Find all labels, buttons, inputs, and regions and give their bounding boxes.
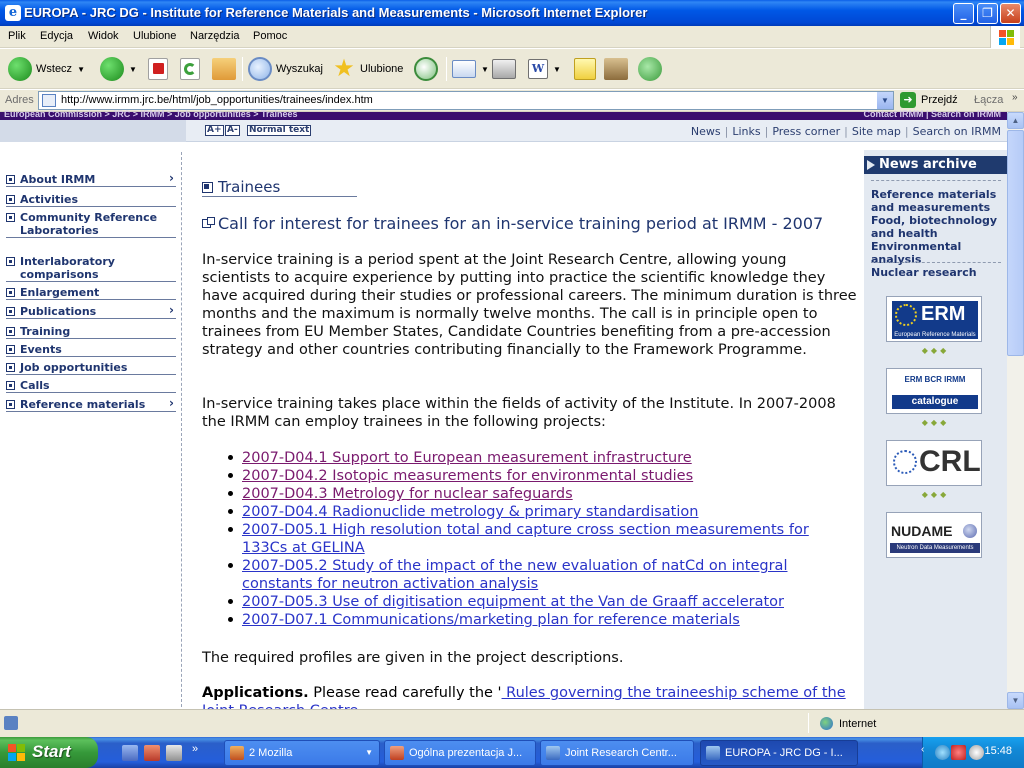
project-link-d05-3[interactable]: 2007-D05.3 Use of digitisation equipment at the Van de Graaff accelerator	[242, 594, 784, 610]
applications-label: Applications.	[202, 685, 309, 701]
nav-interlab[interactable]: Interlaboratory comparisons	[6, 255, 176, 282]
divider	[871, 180, 1001, 181]
applications-paragraph: Applications. Please read carefully the ' Rules governing the traineeship scheme of the	[202, 684, 857, 720]
stop-icon	[148, 58, 168, 80]
divider-diamonds: ◆◆◆	[921, 346, 950, 355]
page-status-icon	[4, 716, 18, 730]
news-link-environment[interactable]: Environmental analysis	[871, 240, 962, 266]
favorites-button[interactable]	[332, 55, 403, 83]
toolbar	[0, 49, 1024, 89]
chevron-right-icon: ›	[169, 303, 174, 317]
status-separator	[808, 713, 809, 733]
list-item	[242, 467, 857, 485]
chevron-icon[interactable]: »	[1012, 92, 1018, 103]
taskbar	[0, 737, 1024, 768]
nav-publications[interactable]: Publications ›	[6, 305, 176, 319]
title-bar	[0, 0, 1024, 26]
address-url[interactable]: http://www.irmm.jrc.be/html/job_opportunities/trainees/index.htm	[61, 94, 373, 106]
back-button[interactable]	[8, 55, 85, 83]
news-archive-title: News archive	[864, 156, 1007, 174]
clock: 15:48	[984, 745, 1012, 757]
nav-divider	[181, 152, 182, 712]
address-label: Adres	[5, 94, 34, 106]
mail-button[interactable]	[452, 55, 489, 83]
menu-tools[interactable]: Narzędzia	[190, 30, 240, 42]
history-button[interactable]	[414, 55, 438, 83]
scroll-down-icon[interactable]: ▼	[1007, 692, 1024, 709]
forward-button[interactable]	[100, 55, 137, 83]
list-item	[242, 503, 857, 521]
close-button[interactable]: ✕	[1000, 3, 1021, 24]
fields-paragraph: In-service training takes place within the fields of activity of the Institute. In 2007-2008 the IRMM can employ trainees in the following projects:	[202, 396, 836, 430]
task-mozilla[interactable]: 2 Mozilla ▼	[224, 740, 380, 766]
note-icon	[574, 58, 596, 80]
list-item	[242, 485, 857, 503]
forward-dropdown-icon[interactable]: ▼	[129, 64, 137, 74]
window-title: EUROPA - JRC DG - Institute for Reference Materials and Measurements - Microsoft Internet Explorer	[24, 5, 648, 20]
page-icon	[42, 94, 56, 107]
crl-logo[interactable]: CRL	[886, 440, 982, 486]
windows-flag-icon	[990, 26, 1020, 48]
word-icon: W	[528, 59, 548, 79]
page-viewport	[0, 109, 1007, 709]
news-link-food[interactable]: Food, biotechnology and health	[871, 214, 998, 240]
task-europa[interactable]: EUROPA - JRC DG - I...	[700, 740, 858, 766]
profiles-paragraph: The required profiles are given in the project descriptions.	[202, 650, 624, 666]
security-zone	[814, 717, 876, 730]
nav-training[interactable]: Training	[6, 325, 176, 339]
forward-arrow-icon	[100, 57, 124, 81]
back-label: Wstecz	[36, 63, 73, 75]
print-button[interactable]	[492, 55, 516, 83]
search-label: Wyszukaj	[276, 63, 323, 75]
project-link-d05-2[interactable]: 2007-D05.2 Study of the impact of the new evaluation of natCd on integral constants for neutron activation analysis	[242, 558, 788, 592]
nav-events[interactable]: Events	[6, 343, 176, 357]
vertical-scrollbar[interactable]	[1007, 112, 1024, 709]
status-bar	[0, 709, 1024, 737]
site-subbar	[0, 120, 1007, 142]
network-icon[interactable]	[935, 745, 950, 760]
quicklaunch-chevron-icon[interactable]: »	[192, 743, 199, 755]
show-desktop-icon[interactable]	[122, 745, 138, 761]
powerpoint-icon	[390, 746, 404, 760]
nav-activities[interactable]: Activities	[6, 193, 176, 207]
topnav-press[interactable]: Press corner	[772, 125, 841, 138]
project-link-d07-1[interactable]: 2007-D07.1 Communications/marketing plan for reference materials	[242, 612, 740, 628]
subbar-left-block	[0, 120, 186, 142]
ie-icon: e	[5, 5, 21, 21]
edit-dropdown-icon[interactable]: ▼	[553, 64, 561, 74]
go-label: Przejdź	[921, 94, 958, 106]
topnav-links[interactable]: Links	[732, 125, 761, 138]
divider	[871, 262, 1001, 263]
site-breadcrumb: European Commission > JRC > IRMM > Job opportunities > Trainees	[4, 109, 298, 119]
quicklaunch-app-icon[interactable]	[166, 745, 182, 761]
project-link-d04-2[interactable]: 2007-D04.2 Isotopic measurements for environmental studies	[242, 468, 694, 484]
heading-box-icon	[202, 219, 211, 228]
system-tray	[922, 737, 1024, 768]
discuss-button[interactable]	[574, 55, 596, 83]
menu-favorites[interactable]: Ulubione	[133, 30, 177, 42]
toolbar-separator	[242, 57, 243, 81]
nav-enlargement[interactable]: Enlargement	[6, 286, 176, 300]
task-presentation[interactable]: Ogólna prezentacja J...	[384, 740, 536, 766]
nav-crl[interactable]: Community Reference Laboratories	[6, 211, 176, 238]
font-bigger-button[interactable]: A+	[207, 125, 222, 135]
address-dropdown-icon[interactable]: ▼	[877, 92, 893, 109]
news-links	[871, 188, 1005, 279]
news-link-nuclear[interactable]: Nuclear research	[871, 266, 977, 279]
go-button[interactable]	[900, 92, 958, 108]
chevron-right-icon: ›	[169, 396, 174, 410]
project-list	[242, 449, 857, 629]
start-button[interactable]	[0, 737, 98, 768]
intro-paragraph: In-service training is a period spent at the Joint Research Centre, allowing young scientists to acquire experience by putting into practice the scientific knowledge they have acquired during their studies or professional careers. The minimum duration is three months and the maximum is normally twelve months. The call is in principle open to trainees from EU Member States, Candidate Countries benefiting from a pre-accession strategy and other countries contributing financially to the Framework Programme.	[202, 252, 857, 358]
research-button[interactable]	[604, 55, 628, 83]
minimize-button[interactable]: _	[953, 3, 974, 24]
call-heading: Call for interest for trainees for an in-service training period at IRMM - 2007	[202, 214, 852, 233]
mail-icon	[452, 60, 476, 78]
list-item	[242, 521, 857, 557]
project-link-d04-1[interactable]: 2007-D04.1 Support to European measurement infrastructure	[242, 450, 692, 466]
catalogue-logo[interactable]: ERM BCR IRMM catalogue	[886, 368, 982, 414]
site-top-right: Contact IRMM | Search on IRMM	[863, 109, 1001, 119]
topnav-news[interactable]: News	[690, 125, 721, 138]
nav-about[interactable]: About IRMM ›	[6, 173, 176, 187]
nav-reference-materials[interactable]: Reference materials ›	[6, 398, 176, 412]
go-arrow-icon: ➜	[900, 92, 916, 108]
search-button[interactable]	[248, 55, 323, 83]
research-icon	[604, 58, 628, 80]
menu-view[interactable]: Widok	[88, 30, 119, 42]
font-smaller-button[interactable]: A-	[227, 125, 238, 135]
messenger-icon	[638, 57, 662, 81]
topnav-search[interactable]: Search on IRMM	[912, 125, 1001, 138]
list-item	[242, 449, 857, 467]
star-icon: ★	[333, 55, 355, 82]
maximize-button[interactable]: ❐	[977, 3, 998, 24]
tray-expand-icon[interactable]: ‹	[921, 744, 925, 755]
refresh-button[interactable]	[180, 55, 200, 83]
scroll-thumb[interactable]	[1007, 130, 1024, 356]
links-button[interactable]: Łącza	[974, 94, 1004, 106]
back-dropdown-icon[interactable]: ▼	[77, 64, 85, 74]
favorites-label: Ulubione	[360, 63, 404, 75]
windows-logo-icon	[8, 744, 26, 762]
globe-icon	[820, 717, 833, 730]
mozilla-icon	[230, 746, 244, 760]
erm-logo[interactable]: ERM European Reference Materials	[886, 296, 982, 342]
rules-link[interactable]: Rules governing the traineeship scheme of the	[506, 685, 846, 701]
divider-diamonds: ◆◆◆	[921, 490, 950, 499]
toolbar-separator	[446, 57, 447, 81]
history-icon	[414, 57, 438, 81]
project-link-d04-4[interactable]: 2007-D04.4 Radionuclide metrology & primary standardisation	[242, 504, 699, 520]
chevron-right-icon: ›	[169, 171, 174, 185]
menu-edit[interactable]: Edycja	[40, 30, 74, 42]
site-top-strip	[0, 109, 1007, 120]
home-icon	[212, 58, 236, 80]
scroll-up-icon[interactable]: ▲	[1007, 112, 1024, 129]
home-button[interactable]	[212, 55, 236, 83]
top-nav: News | Links | Press corner | Site map | Search on IRMM	[690, 125, 1001, 138]
refresh-icon	[180, 58, 200, 80]
menu-bar	[0, 26, 1024, 48]
messenger-button[interactable]	[638, 55, 662, 83]
task-dropdown-icon: ▼	[365, 748, 373, 757]
list-item	[242, 557, 857, 593]
search-icon	[248, 57, 272, 81]
right-column	[864, 150, 1007, 709]
ie-icon	[546, 746, 560, 760]
list-item	[242, 611, 857, 629]
back-arrow-icon	[8, 57, 32, 81]
menu-help[interactable]: Pomoc	[253, 30, 288, 42]
nav-jobs[interactable]: Job opportunities	[6, 361, 176, 375]
mail-dropdown-icon[interactable]: ▼	[481, 64, 489, 74]
left-nav	[0, 142, 186, 709]
project-link-d04-3[interactable]: 2007-D04.3 Metrology for nuclear safeguards	[242, 486, 573, 502]
nav-calls[interactable]: Calls	[6, 379, 176, 393]
printer-icon	[492, 59, 516, 79]
task-jrc[interactable]: Joint Research Centr...	[540, 740, 694, 766]
menu-file[interactable]: Plik	[8, 30, 26, 42]
start-label: Start	[32, 742, 71, 761]
normal-text-button[interactable]: Normal text	[249, 125, 310, 135]
ati-icon[interactable]	[951, 745, 966, 760]
ie-icon	[706, 746, 720, 760]
stop-button[interactable]	[148, 55, 168, 83]
quicklaunch-app-icon[interactable]	[144, 745, 160, 761]
volume-icon[interactable]	[969, 745, 984, 760]
list-item	[242, 593, 857, 611]
edit-button[interactable]	[528, 55, 561, 83]
zone-label: Internet	[839, 717, 877, 730]
nudame-logo[interactable]: NUDAME Neutron Data Measurements	[886, 512, 982, 558]
address-input[interactable]	[38, 91, 894, 110]
project-link-d05-1[interactable]: 2007-D05.1 High resolution total and capture cross section measurements for 133Cs at GELINA	[242, 522, 809, 556]
topnav-sitemap[interactable]: Site map	[851, 125, 901, 138]
page-title: Trainees	[202, 178, 357, 197]
news-link-reference[interactable]: Reference materials and measurements	[871, 188, 997, 214]
divider-diamonds: ◆◆◆	[921, 418, 950, 427]
